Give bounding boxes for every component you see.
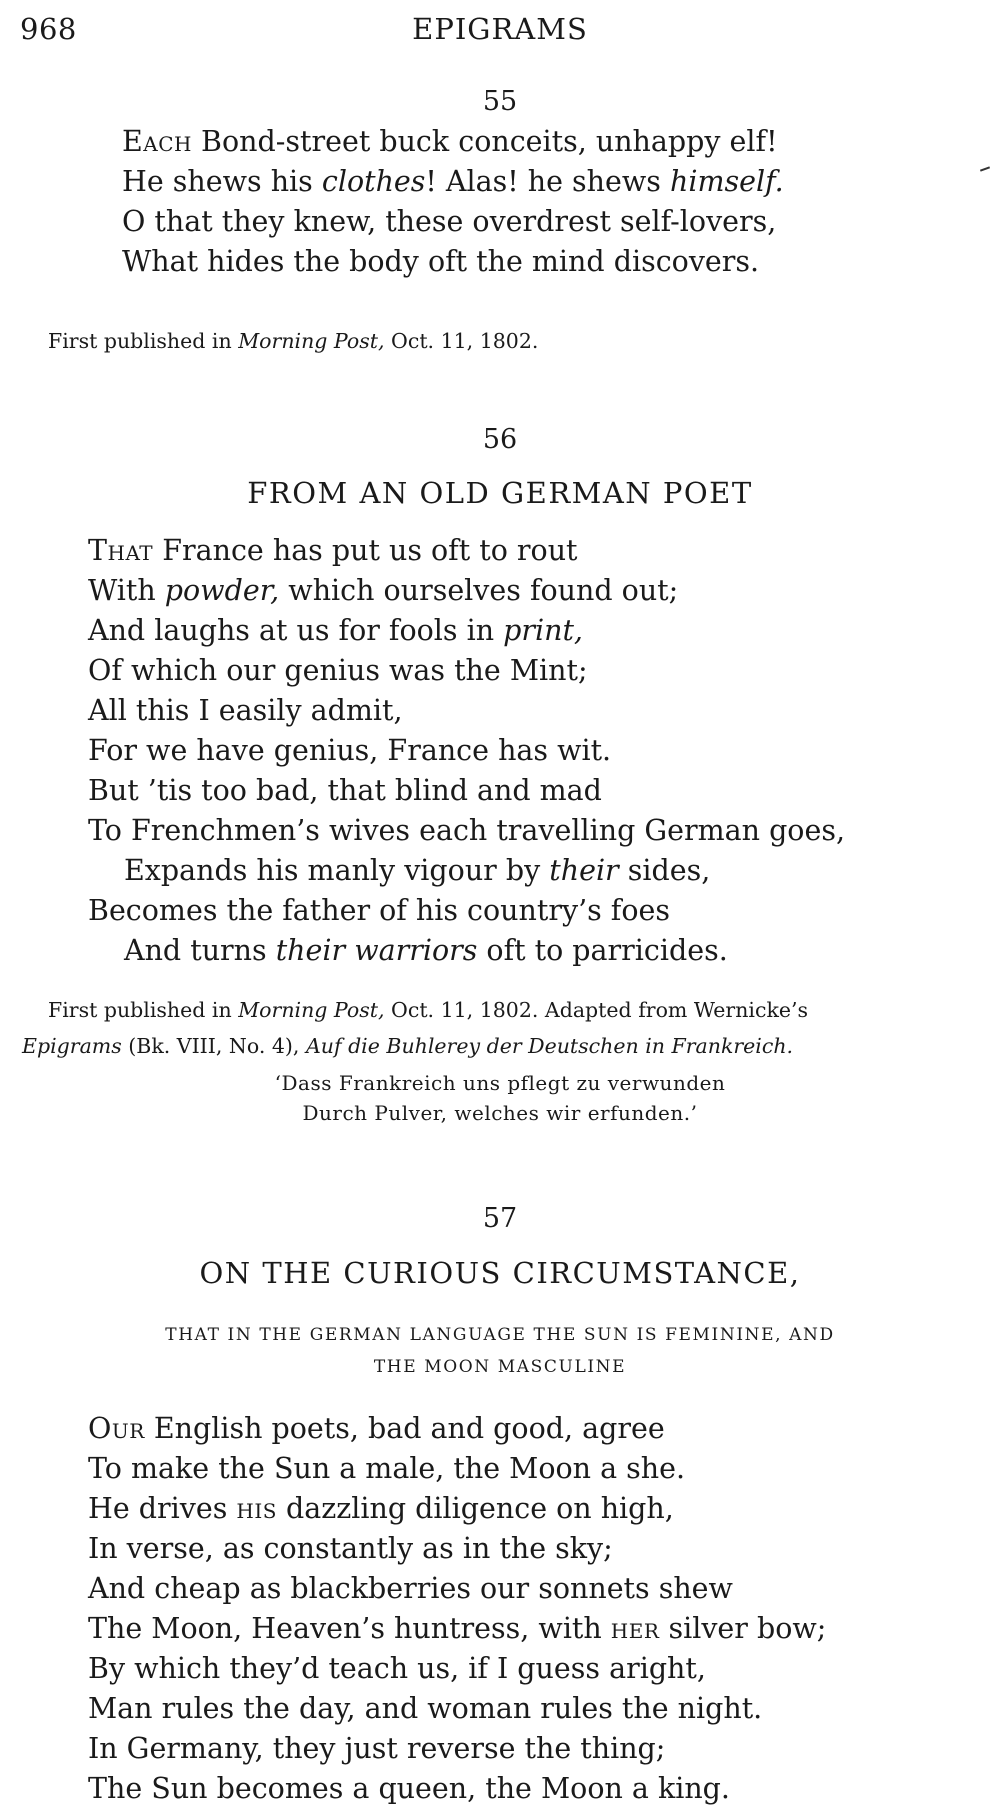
poem-line: He shews his clothes! Alas! he shews himself. <box>122 165 784 198</box>
poem-line: But ’tis too bad, that blind and mad <box>88 774 602 807</box>
epigram-57-number: 57 <box>482 1203 518 1234</box>
poem-line: To Frenchmen’s wives each travelling German goes, <box>88 814 846 847</box>
poem-line: The Moon, Heaven’s huntress, with her silver bow; <box>88 1612 827 1645</box>
poem-line: He drives his dazzling diligence on high, <box>88 1492 674 1525</box>
poem-line: With powder, which ourselves found out; <box>88 574 679 607</box>
poem-line: And laughs at us for fools in print, <box>88 614 583 647</box>
subtitle-line: THAT IN THE GERMAN LANGUAGE THE SUN IS FEMININE, AND <box>165 1325 835 1345</box>
page-header <box>20 12 980 52</box>
poem-line: Each Bond-street buck conceits, unhappy elf! <box>122 125 778 158</box>
poem-line: For we have genius, France has wit. <box>88 734 612 767</box>
poem-line: The Sun becomes a queen, the Moon a king. <box>88 1772 730 1805</box>
margin-mark <box>980 166 990 171</box>
epigram-55-note: First published in Morning Post, Oct. 11, 1802. <box>48 329 539 353</box>
poem-line: By which they’d teach us, if I guess aright, <box>88 1652 706 1685</box>
poem-line: That France has put us oft to rout <box>88 534 578 567</box>
poem-line: Man rules the day, and woman rules the night. <box>88 1692 763 1725</box>
poem-line: Becomes the father of his country’s foes <box>88 894 671 927</box>
subtitle-line: THE MOON MASCULINE <box>373 1357 627 1377</box>
poem-line: To make the Sun a male, the Moon a she. <box>88 1452 686 1485</box>
epigram-56-title: FROM AN OLD GERMAN POET <box>247 476 753 510</box>
epigram-57-title: ON THE CURIOUS CIRCUMSTANCE, <box>199 1256 801 1290</box>
epigram-57-poem <box>88 1409 826 1809</box>
poem-line: Of which our genius was the Mint; <box>88 654 588 687</box>
running-title: EPIGRAMS <box>412 12 588 46</box>
quote-line: ‘Dass Frankreich uns pflegt zu verwunden <box>274 1071 726 1095</box>
epigram-56-quote <box>0 1068 1000 1128</box>
poem-line: O that they knew, these overdrest self-lovers, <box>122 205 777 238</box>
poem-line: In verse, as constantly as in the sky; <box>88 1532 613 1565</box>
poem-line: Our English poets, bad and good, agree <box>88 1412 665 1445</box>
poem-line: What hides the body oft the mind discovers. <box>122 245 760 278</box>
epigram-56-number: 56 <box>482 424 518 455</box>
page-number: 968 <box>20 12 77 46</box>
epigram-56-note-line-2: Epigrams (Bk. VIII, No. 4), Auf die Buhlerey der Deutschen in Frankreich. <box>22 1034 794 1058</box>
epigram-55-number: 55 <box>482 86 518 117</box>
epigram-56-poem <box>88 531 845 971</box>
epigram-55-poem <box>122 122 784 282</box>
poem-line: And turns their warriors oft to parricides. <box>124 934 728 967</box>
epigram-56-note-line-1: First published in Morning Post, Oct. 11, 1802. Adapted from Wernicke’s <box>48 998 809 1022</box>
poem-line: In Germany, they just reverse the thing; <box>88 1732 666 1765</box>
poem-line: Expands his manly vigour by their sides, <box>124 854 711 887</box>
quote-line: Durch Pulver, welches wir erfunden.’ <box>302 1101 698 1125</box>
epigram-57-subtitle <box>20 1319 980 1383</box>
poem-line: All this I easily admit, <box>88 694 403 727</box>
poem-line: And cheap as blackberries our sonnets shew <box>88 1572 733 1605</box>
